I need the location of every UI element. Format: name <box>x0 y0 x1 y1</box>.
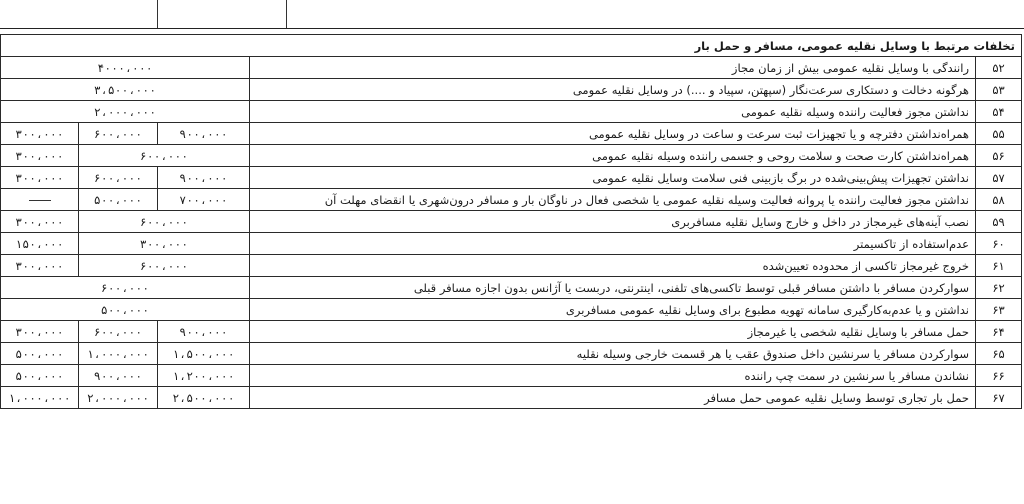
fine-amount-cell: ۳۰۰،۰۰۰ <box>1 211 79 233</box>
fine-amount-cell: ۵۰۰،۰۰۰ <box>79 189 158 211</box>
table-row <box>1 211 1022 233</box>
fine-amount-cell: ۱،۰۰۰،۰۰۰ <box>79 343 158 365</box>
row-number: ۵۳ <box>976 79 1022 101</box>
row-number: ۵۴ <box>976 101 1022 123</box>
fine-amount-cell: ۳،۵۰۰،۰۰۰ <box>1 79 250 101</box>
fine-amount-cell: ۶۰۰،۰۰۰ <box>1 277 250 299</box>
fine-amount-cell: ۱۵۰،۰۰۰ <box>1 233 79 255</box>
fine-amount-cell: ۹۰۰،۰۰۰ <box>79 365 158 387</box>
violation-description: نداشتن مجوز فعالیت راننده وسیله نقلیه عمومی <box>250 101 976 123</box>
row-number: ۵۹ <box>976 211 1022 233</box>
table-row <box>1 365 1022 387</box>
fine-empty-cell <box>1 189 79 211</box>
fine-amount-cell: ۶۰۰،۰۰۰ <box>79 123 158 145</box>
table-row <box>1 233 1022 255</box>
violation-description: نصب آینه‌های غیرمجاز در داخل و خارج وسایل نقلیه مسافربری <box>250 211 976 233</box>
table-row <box>1 255 1022 277</box>
fine-amount-cell: ۳۰۰،۰۰۰ <box>1 255 79 277</box>
fine-amount-cell: ۹۰۰،۰۰۰ <box>158 321 250 343</box>
fine-amount-cell: ۵۰۰،۰۰۰ <box>1 299 250 321</box>
violation-description: سوارکردن مسافر با داشتن مسافر قبلی توسط تاکسی‌های تلفنی، اینترنتی، دربست یا آژانس بدون اجازه مسافر قبلی <box>250 277 976 299</box>
table-row <box>1 101 1022 123</box>
violation-description: هرگونه دخالت و دستکاری سرعت‌نگار (سپهتن، سپیاد و ....) در وسایل نقلیه عمومی <box>250 79 976 101</box>
row-number: ۶۳ <box>976 299 1022 321</box>
row-number: ۶۲ <box>976 277 1022 299</box>
table-row <box>1 57 1022 79</box>
previous-table-divider <box>157 0 158 28</box>
fine-amount-cell: ۳۰۰،۰۰۰ <box>79 233 250 255</box>
table-row <box>1 387 1022 409</box>
fine-amount-cell: ۶۰۰،۰۰۰ <box>79 167 158 189</box>
violation-description: نداشتن و یا عدم‌به‌کارگیری سامانه تهویه مطبوع برای وسایل نقلیه عمومی مسافربری <box>250 299 976 321</box>
table-title: تخلفات مرتبط با وسایل نقلیه عمومی، مسافر و حمل بار <box>1 35 1022 57</box>
row-number: ۵۲ <box>976 57 1022 79</box>
fine-amount-cell: ۶۰۰،۰۰۰ <box>79 255 250 277</box>
table-row <box>1 321 1022 343</box>
row-number: ۵۸ <box>976 189 1022 211</box>
violation-description: همراه‌نداشتن دفترچه و یا تجهیزات ثبت سرعت و ساعت در وسایل نقلیه عمومی <box>250 123 976 145</box>
violation-description: نداشتن مجوز فعالیت راننده یا پروانه فعالیت وسیله نقلیه عمومی یا شخصی فعال در ناوگان بار و مسافر درون‌شهری یا انقضای مهلت آن <box>250 189 976 211</box>
violation-description: حمل مسافر با وسایل نقلیه شخصی یا غیرمجاز <box>250 321 976 343</box>
table-row <box>1 167 1022 189</box>
row-number: ۵۵ <box>976 123 1022 145</box>
violation-description: نداشتن تجهیزات پیش‌بینی‌شده در برگ بازبینی فنی سلامت وسایل نقلیه عمومی <box>250 167 976 189</box>
violation-description: رانندگی با وسایل نقلیه عمومی بیش از زمان مجاز <box>250 57 976 79</box>
fine-amount-cell: ۶۰۰،۰۰۰ <box>79 211 250 233</box>
fine-amount-cell: ۴۰۰۰،۰۰۰ <box>1 57 250 79</box>
fine-amount-cell: ۳۰۰،۰۰۰ <box>1 145 79 167</box>
fine-amount-cell: ۵۰۰،۰۰۰ <box>1 343 79 365</box>
fine-amount-cell: ۲،۰۰۰،۰۰۰ <box>79 387 158 409</box>
fine-amount-cell: ۳۰۰،۰۰۰ <box>1 123 79 145</box>
fine-amount-cell: ۳۰۰،۰۰۰ <box>1 321 79 343</box>
fine-amount-cell: ۳۰۰،۰۰۰ <box>1 167 79 189</box>
fine-amount-cell: ۹۰۰،۰۰۰ <box>158 123 250 145</box>
dash-mark <box>29 200 51 201</box>
fine-amount-cell: ۲،۰۰۰،۰۰۰ <box>1 101 250 123</box>
fine-amount-cell: ۹۰۰،۰۰۰ <box>158 167 250 189</box>
violation-description: سوارکردن مسافر یا سرنشین داخل صندوق عقب یا هر قسمت خارجی وسیله نقلیه <box>250 343 976 365</box>
row-number: ۵۶ <box>976 145 1022 167</box>
violation-description: خروج غیرمجاز تاکسی از محدوده تعیین‌شده <box>250 255 976 277</box>
row-number: ۶۱ <box>976 255 1022 277</box>
table-title-row <box>1 35 1022 57</box>
row-number: ۶۶ <box>976 365 1022 387</box>
row-number: ۶۵ <box>976 343 1022 365</box>
fine-amount-cell: ۱،۲۰۰،۰۰۰ <box>158 365 250 387</box>
previous-table-bottom-rule <box>0 28 1024 29</box>
violation-description: همراه‌نداشتن کارت صحت و سلامت روحی و جسمی راننده وسیله نقلیه عمومی <box>250 145 976 167</box>
table-row <box>1 299 1022 321</box>
table-row <box>1 277 1022 299</box>
table-row <box>1 123 1022 145</box>
previous-table-divider <box>286 0 287 28</box>
fine-amount-cell: ۶۰۰،۰۰۰ <box>79 321 158 343</box>
violation-description: حمل بار تجاری توسط وسایل نقلیه عمومی حمل مسافر <box>250 387 976 409</box>
violation-description: عدم‌استفاده از تاکسیمتر <box>250 233 976 255</box>
table-row <box>1 145 1022 167</box>
fine-amount-cell: ۷۰۰،۰۰۰ <box>158 189 250 211</box>
fine-amount-cell: ۱،۵۰۰،۰۰۰ <box>158 343 250 365</box>
table-row <box>1 189 1022 211</box>
row-number: ۵۷ <box>976 167 1022 189</box>
fine-amount-cell: ۶۰۰،۰۰۰ <box>79 145 250 167</box>
row-number: ۶۷ <box>976 387 1022 409</box>
fine-amount-cell: ۲،۵۰۰،۰۰۰ <box>158 387 250 409</box>
violation-description: نشاندن مسافر یا سرنشین در سمت چپ راننده <box>250 365 976 387</box>
fines-table <box>0 34 1022 409</box>
table-row <box>1 343 1022 365</box>
table-row <box>1 79 1022 101</box>
row-number: ۶۰ <box>976 233 1022 255</box>
fine-amount-cell: ۵۰۰،۰۰۰ <box>1 365 79 387</box>
fine-amount-cell: ۱،۰۰۰،۰۰۰ <box>1 387 79 409</box>
row-number: ۶۴ <box>976 321 1022 343</box>
